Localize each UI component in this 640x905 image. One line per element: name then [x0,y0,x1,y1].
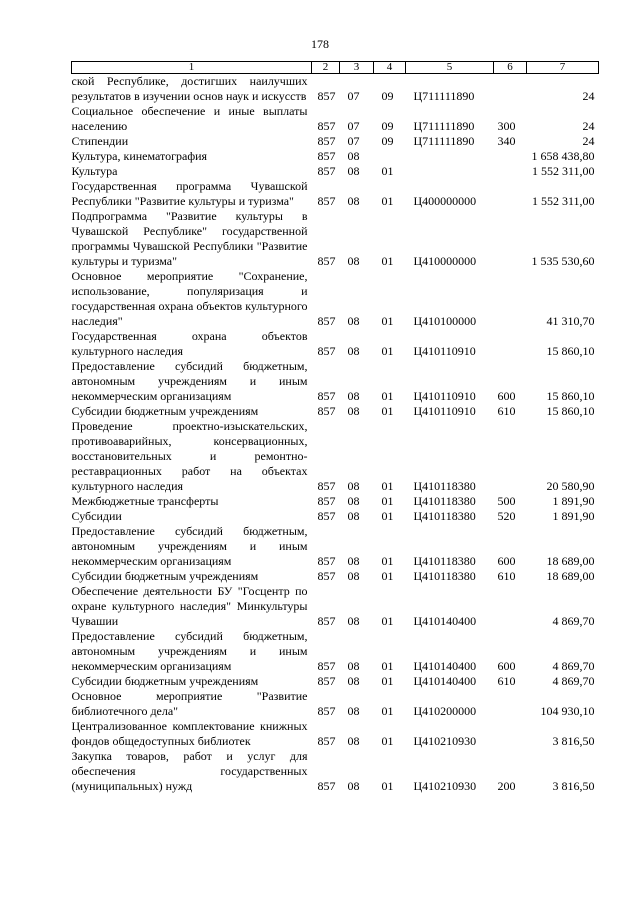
page-number: 178 [311,37,329,51]
column-header: 2 [312,62,340,74]
section-code-cell: 08 [347,149,360,163]
target-article-code-cell: Ц410210930 [413,734,477,748]
subsection-code-cell [374,149,406,164]
expense-type-code-cell: 610 [497,674,516,688]
table-row [72,509,599,524]
section-code-cell: 08 [347,509,360,523]
section-code-cell: 08 [347,344,360,358]
column-header: 1 [72,62,312,74]
expense-type-code-cell: 500 [497,494,516,508]
amount-cell: 1 552 311,00 [531,164,595,178]
row-name-cell: Закупка товаров, работ и услуг для обеспечения государственных (муниципальных) нужд [71,749,308,793]
table-row [72,149,599,164]
target-article-code-cell: Ц410140400 [413,659,477,673]
subsection-code-cell: 01 [381,344,394,358]
column-header: 7 [527,62,599,74]
ministry-code-cell: 857 [317,479,336,493]
target-article-code-cell: Ц410118380 [413,509,476,523]
section-code-cell: 08 [347,389,360,403]
amount-cell: 1 535 530,60 [531,254,595,268]
amount-cell: 104 930,10 [540,704,595,718]
row-name-cell: Предоставление субсидий бюджетным, автономным учреждениям и иным некоммерческим организациям [71,524,308,568]
expense-type-code-cell [494,329,527,359]
target-article-code-cell: Ц410110910 [413,344,476,358]
row-name-cell: Централизованное комплектование книжных фондов общедоступных библиотек [71,719,308,748]
section-code-cell: 08 [347,554,360,568]
subsection-code-cell: 01 [381,659,394,673]
row-name-cell: Проведение проектно-изыскательских, противоаварийных, консервационных, восстановительных и ремонтно-реставрационных работ на объектах культурного наследия [71,419,308,493]
table-row [72,329,599,359]
row-name-cell: Предоставление субсидий бюджетным, автономным учреждениям и иным некоммерческим организациям [71,359,308,403]
amount-cell: 3 816,50 [552,734,595,748]
table-row [72,269,599,329]
expense-type-code-cell [494,719,527,749]
row-name-cell: Субсидии бюджетным учреждениям [71,569,259,583]
amount-cell: 1 891,90 [552,509,595,523]
subsection-code-cell: 01 [381,509,394,523]
expense-type-code-cell: 520 [497,509,516,523]
table-row [72,674,599,689]
row-name-cell: Государственная охрана объектов культурного наследия [71,329,308,358]
amount-cell: 18 689,00 [546,554,595,568]
row-name-cell: Культура, кинематография [71,149,208,163]
amount-cell: 15 860,10 [546,389,595,403]
row-name-cell: Социальное обеспечение и иные выплаты населению [71,104,308,133]
subsection-code-cell: 01 [381,314,394,328]
column-header: 4 [374,62,406,74]
ministry-code-cell: 857 [317,254,336,268]
amount-cell: 18 689,00 [546,569,595,583]
expense-type-code-cell [494,689,527,719]
section-code-cell: 08 [347,734,360,748]
row-name-cell: Основное мероприятие "Развитие библиотечного дела" [71,689,308,718]
subsection-code-cell: 01 [381,569,394,583]
row-name-cell: Предоставление субсидий бюджетным, автономным учреждениям и иным некоммерческим организациям [71,629,308,673]
amount-cell: 15 860,10 [546,344,595,358]
section-code-cell: 08 [347,614,360,628]
target-article-code-cell: Ц711111890 [413,119,475,133]
amount-cell: 41 310,70 [546,314,595,328]
target-article-code-cell: Ц410110910 [413,404,476,418]
subsection-code-cell: 01 [381,554,394,568]
subsection-code-cell: 01 [381,614,394,628]
expense-type-code-cell: 610 [497,404,516,418]
subsection-code-cell: 09 [381,134,394,148]
subsection-code-cell: 01 [381,479,394,493]
target-article-code-cell: Ц410140400 [413,674,477,688]
target-article-code-cell [406,164,494,179]
subsection-code-cell: 09 [381,119,394,133]
expense-type-code-cell: 600 [497,554,516,568]
amount-cell: 4 869,70 [552,614,595,628]
ministry-code-cell: 857 [317,389,336,403]
table-row [72,749,599,794]
subsection-code-cell: 01 [381,254,394,268]
column-header: 6 [494,62,527,74]
row-name-cell: Основное мероприятие "Сохранение, использование, популяризация и государственная охрана объектов культурного наследия" [71,269,308,328]
target-article-code-cell: Ц410110910 [413,389,476,403]
table-row [72,629,599,674]
row-name-cell: Культура [71,164,118,178]
subsection-code-cell: 01 [381,734,394,748]
section-code-cell: 08 [347,569,360,583]
table-row [72,164,599,179]
row-name-cell: Подпрограмма "Развитие культуры в Чувашской Республике" государственной программы Чувашской Республики "Развитие культуры и туризма" [71,209,308,268]
expense-type-code-cell [494,164,527,179]
target-article-code-cell: Ц410118380 [413,569,476,583]
target-article-code-cell: Ц410118380 [413,554,476,568]
target-article-code-cell: Ц410118380 [413,494,476,508]
target-article-code-cell: Ц410100000 [413,314,477,328]
target-article-code-cell: Ц410200000 [413,704,477,718]
row-name-cell: Обеспечение деятельности БУ "Госцентр по охране культурного наследия" Минкультуры Чувашии [71,584,308,628]
row-name-cell: Межбюджетные трансферты [71,494,219,508]
ministry-code-cell: 857 [317,614,336,628]
table-header [72,62,599,74]
section-code-cell: 08 [347,164,360,178]
subsection-code-cell: 01 [381,164,394,178]
amount-cell: 1 891,90 [552,494,595,508]
expense-type-code-cell [494,74,527,105]
table-row [72,404,599,419]
target-article-code-cell: Ц400000000 [413,194,477,208]
table-row [72,359,599,404]
amount-cell: 20 580,90 [546,479,595,493]
row-name-cell: ской Республике, достигших наилучших результатов в изучении основ наук и искусств [71,74,308,103]
row-name-cell: Субсидии бюджетным учреждениям [71,674,259,688]
target-article-code-cell [406,149,494,164]
section-code-cell: 08 [347,704,360,718]
section-code-cell: 08 [347,674,360,688]
expense-type-code-cell: 200 [497,779,516,793]
table-row [72,74,599,105]
amount-cell: 1 552 311,00 [531,194,595,208]
amount-cell: 24 [582,134,595,148]
expense-type-code-cell [494,179,527,209]
table-row [72,524,599,569]
expense-type-code-cell: 340 [497,134,516,148]
row-name-cell: Субсидии [71,509,122,523]
column-header: 5 [406,62,494,74]
expense-type-code-cell: 300 [497,119,516,133]
amount-cell: 15 860,10 [546,404,595,418]
target-article-code-cell: Ц711111890 [413,134,475,148]
table-row [72,134,599,149]
ministry-code-cell: 857 [317,194,336,208]
subsection-code-cell: 09 [381,89,394,103]
section-code-cell: 08 [347,404,360,418]
column-header: 3 [340,62,374,74]
expense-type-code-cell: 600 [497,389,516,403]
subsection-code-cell: 01 [381,194,394,208]
ministry-code-cell: 857 [317,314,336,328]
table-row [72,584,599,629]
ministry-code-cell: 857 [317,554,336,568]
subsection-code-cell: 01 [381,704,394,718]
table-row [72,179,599,209]
expense-type-code-cell: 600 [497,659,516,673]
expense-type-code-cell: 610 [497,569,516,583]
ministry-code-cell: 857 [317,779,336,793]
section-code-cell: 08 [347,779,360,793]
section-code-cell: 08 [347,494,360,508]
ministry-code-cell: 857 [317,344,336,358]
section-code-cell: 08 [347,314,360,328]
section-code-cell: 07 [347,119,360,133]
row-name-cell: Стипендии [71,134,129,148]
budget-table [71,61,599,794]
section-code-cell: 08 [347,254,360,268]
table-row [72,419,599,494]
ministry-code-cell: 857 [317,119,336,133]
ministry-code-cell: 857 [317,734,336,748]
section-code-cell: 07 [347,134,360,148]
row-name-cell: Государственная программа Чувашской Республики "Развитие культуры и туризма" [71,179,308,208]
ministry-code-cell: 857 [317,569,336,583]
table-row [72,104,599,134]
ministry-code-cell: 857 [317,164,336,178]
target-article-code-cell: Ц410210930 [413,779,477,793]
table-row [72,494,599,509]
ministry-code-cell: 857 [317,509,336,523]
amount-cell: 1 658 438,80 [531,149,595,163]
table-row [72,719,599,749]
ministry-code-cell: 857 [317,89,336,103]
subsection-code-cell: 01 [381,674,394,688]
target-article-code-cell: Ц410118380 [413,479,476,493]
section-code-cell: 08 [347,659,360,673]
amount-cell: 24 [582,119,595,133]
section-code-cell: 08 [347,194,360,208]
expense-type-code-cell [494,584,527,629]
expense-type-code-cell [494,209,527,269]
ministry-code-cell: 857 [317,704,336,718]
expense-type-code-cell [494,419,527,494]
table-row [72,209,599,269]
section-code-cell: 07 [347,89,360,103]
subsection-code-cell: 01 [381,404,394,418]
subsection-code-cell: 01 [381,389,394,403]
expense-type-code-cell [494,269,527,329]
target-article-code-cell: Ц711111890 [413,89,475,103]
ministry-code-cell: 857 [317,149,336,163]
ministry-code-cell: 857 [317,404,336,418]
subsection-code-cell: 01 [381,779,394,793]
amount-cell: 24 [582,89,595,103]
table-row [72,689,599,719]
ministry-code-cell: 857 [317,134,336,148]
ministry-code-cell: 857 [317,494,336,508]
ministry-code-cell: 857 [317,659,336,673]
target-article-code-cell: Ц410000000 [413,254,477,268]
amount-cell: 4 869,70 [552,674,595,688]
row-name-cell: Субсидии бюджетным учреждениям [71,404,259,418]
amount-cell: 3 816,50 [552,779,595,793]
subsection-code-cell: 01 [381,494,394,508]
expense-type-code-cell [494,149,527,164]
ministry-code-cell: 857 [317,674,336,688]
table-row [72,569,599,584]
amount-cell: 4 869,70 [552,659,595,673]
target-article-code-cell: Ц410140400 [413,614,477,628]
table-body [72,74,599,795]
section-code-cell: 08 [347,479,360,493]
